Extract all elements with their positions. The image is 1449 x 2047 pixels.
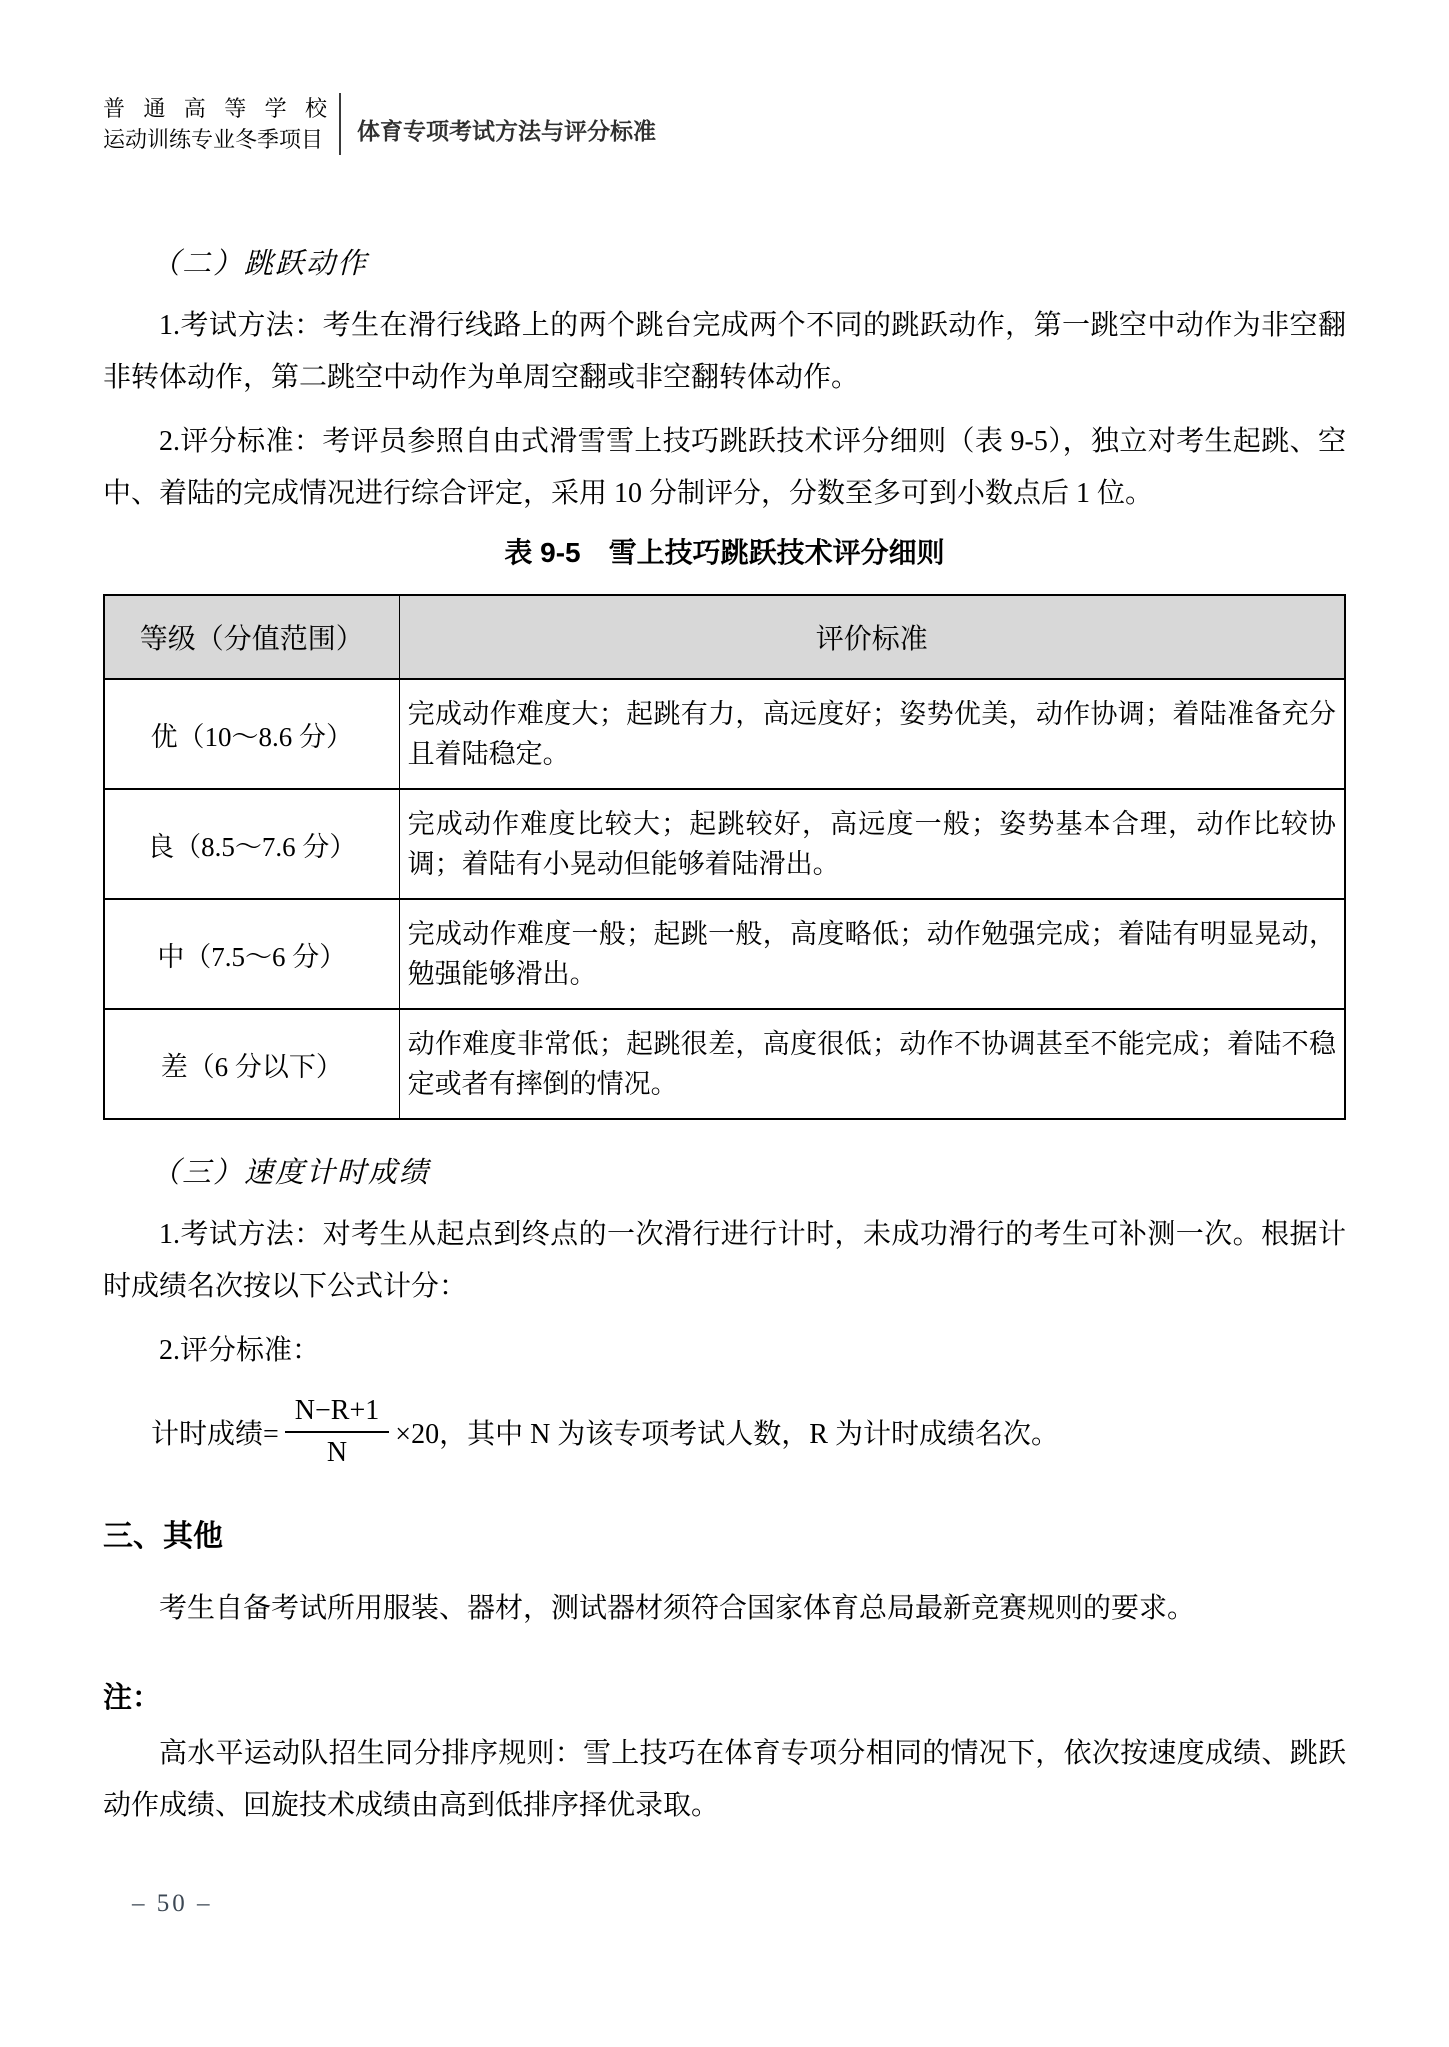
doc-title: 体育专项考试方法与评分标准 [357,117,656,144]
note-paragraph: 高水平运动队招生同分排序规则：雪上技巧在体育专项分相同的情况下，依次按速度成绩、跳跃动作成绩、回旋技术成绩由高到低排序择优录取。 [103,1738,1346,1821]
formula-lhs: 计时成绩= [151,1419,279,1450]
table-caption: 表 9-5 雪上技巧跳跃技术评分细则 [504,537,945,568]
criteria-cell: 完成动作难度比较大；起跳较好，高远度一般；姿势基本合理，动作比较协调；着陆有小晃动但能够着陆滑出。 [399,789,1345,899]
formula-numerator: N−R+1 [285,1393,389,1433]
page-content [103,0,1346,1832]
grade-cell: 差（6 分以下） [104,1009,399,1119]
table-row [104,1009,1345,1119]
table-row [104,899,1345,1009]
formula-rhs: ×20，其中 N 为该专项考试人数，R 为计时成绩名次。 [395,1419,1059,1450]
grade-cell: 优（10～8.6 分） [104,679,399,789]
section-heading-speed: （三）速度计时成绩 [151,1157,431,1189]
table-row [104,679,1345,789]
table-header-grade: 等级（分值范围） [104,595,399,679]
criteria-cell: 完成动作难度大；起跳有力，高远度好；姿势优美，动作协调；着陆准备充分且着陆稳定。 [399,679,1345,789]
page-header [103,93,1346,155]
section-heading-jump: （二）跳跃动作 [151,248,369,280]
institution-line-1: 普通高等学校 [103,96,327,121]
formula-fraction [285,1393,389,1471]
page-number: – 50 – [132,1890,213,1917]
note-label: 注： [103,1682,162,1714]
paragraph-jump-scoring: 2.评分标准：考评员参照自由式滑雪雪上技巧跳跃技术评分细则（表 9-5），独立对考生起跳、空中、着陆的完成情况进行综合评定，采用 10 分制评分，分数至多可到小数点后 1 位。 [103,426,1346,509]
paragraph-other: 考生自备考试所用服装、器材，测试器材须符合国家体育总局最新竞赛规则的要求。 [159,1593,1196,1624]
institution-block [103,93,327,155]
timing-score-formula [103,1393,1346,1471]
header-divider [339,93,341,155]
grade-cell: 中（7.5～6 分） [104,899,399,1009]
criteria-cell: 完成动作难度一般；起跳一般，高度略低；动作勉强完成；着陆有明显晃动，勉强能够滑出。 [399,899,1345,1009]
table-header-criteria: 评价标准 [399,595,1345,679]
section-heading-other: 三、其他 [103,1520,223,1553]
table-header-row [104,595,1345,679]
table-row [104,789,1345,899]
scoring-table [103,594,1346,1120]
paragraph-speed-scoring: 2.评分标准： [159,1335,321,1366]
paragraph-speed-method: 1.考试方法：对考生从起点到终点的一次滑行进行计时，未成功滑行的考生可补测一次。根据计时成绩名次按以下公式计分： [103,1219,1346,1302]
formula-denominator: N [326,1437,348,1468]
criteria-cell: 动作难度非常低；起跳很差，高度很低；动作不协调甚至不能完成；着陆不稳定或者有摔倒的情况。 [399,1009,1345,1119]
grade-cell: 良（8.5～7.6 分） [104,789,399,899]
paragraph-jump-method: 1.考试方法：考生在滑行线路上的两个跳台完成两个不同的跳跃动作，第一跳空中动作为非空翻非转体动作，第二跳空中动作为单周空翻或非空翻转体动作。 [103,310,1346,393]
institution-line-2: 运动训练专业冬季项目 [103,127,324,152]
